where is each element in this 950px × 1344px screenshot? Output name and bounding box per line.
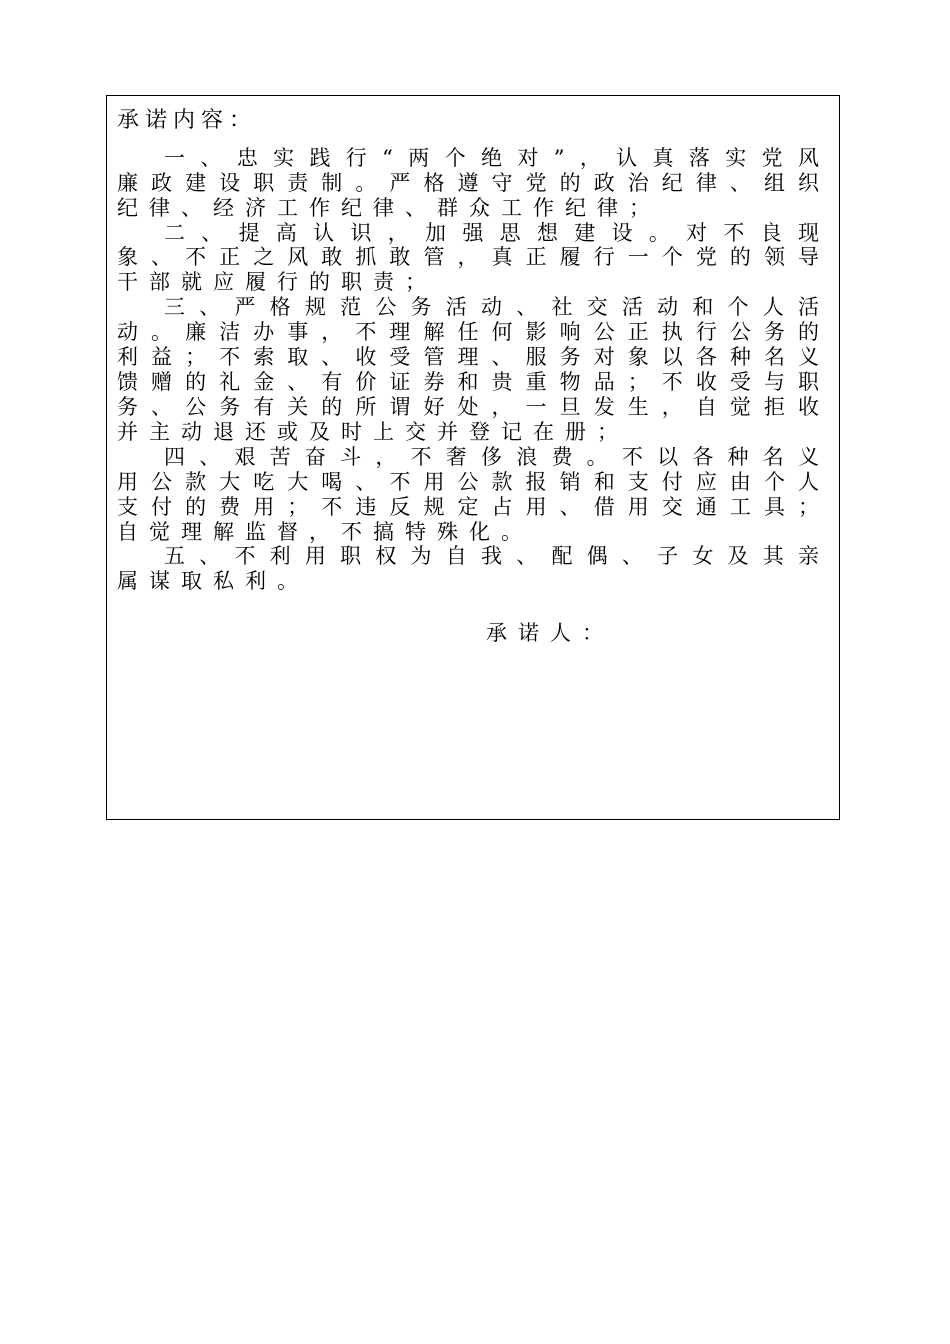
commitment-text-line: 纪律、经济工作纪律、群众工作纪律； (117, 196, 661, 220)
commitment-text-line: 干部就应履行的职责； (117, 270, 437, 294)
commitment-text-line: 廉政建设职责制。严格遵守党的政治纪律、组织 (117, 171, 819, 195)
commitment-text-line: 自觉理解监督，不搞特殊化。 (117, 520, 533, 544)
commitment-text-line: 象、不正之风敢抓敢管，真正履行一个党的领导 (117, 245, 819, 269)
commitment-text-line: 馈赠的礼金、有价证券和贵重物品；不收受与职 (117, 370, 819, 394)
commitment-text-line: 用公款大吃大喝、不用公款报销和支付应由个人 (117, 470, 819, 494)
commitment-text-line: 支付的费用；不违反规定占用、借用交通工具； (117, 495, 819, 519)
commitment-text-line: 五、不利用职权为自我、配偶、子女及其亲 (164, 544, 819, 568)
commitment-text-line: 动。廉洁办事，不理解任何影响公正执行公务的 (117, 320, 819, 344)
commitment-text-line: 属谋取私利。 (117, 569, 309, 593)
commitment-text-line: 一、忠实践行“两个绝对”，认真落实党风 (164, 146, 819, 170)
commitment-text-line: 三、严格规范公务活动、社交活动和个人活 (164, 295, 819, 319)
signer-label: 承诺人： (486, 621, 614, 645)
commitment-text-line: 四、艰苦奋斗，不奢侈浪费。不以各种名义 (164, 445, 819, 469)
commitment-text-line: 二、提高认识，加强思想建设。对不良现 (164, 221, 819, 245)
commitment-text-line: 并主动退还或及时上交并登记在册； (117, 420, 629, 444)
commitment-text-line: 务、公务有关的所谓好处，一旦发生，自觉拒收 (117, 395, 819, 419)
commitment-heading: 承诺内容： (117, 108, 258, 133)
commitment-text-line: 利益；不索取、收受管理、服务对象以各种名义 (117, 345, 819, 369)
